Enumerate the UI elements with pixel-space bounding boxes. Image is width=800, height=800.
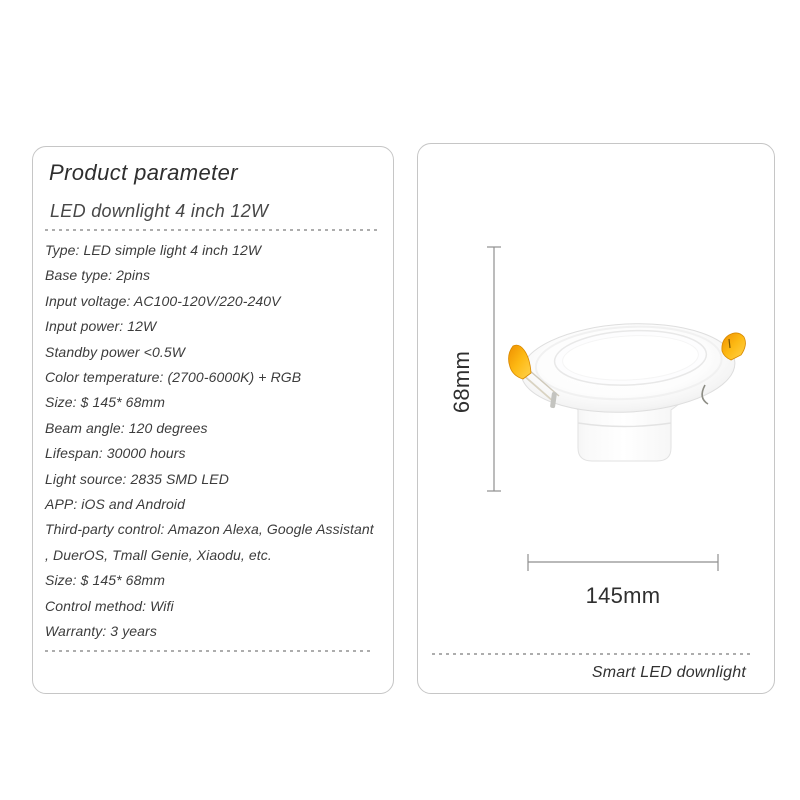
spec-line-beam-angle: Beam angle: 120 degrees [45, 419, 208, 436]
spec-line-type: Type: LED simple light 4 inch 12W [45, 242, 262, 258]
product-parameter-panel [32, 146, 394, 694]
width-dimension-line [528, 554, 718, 571]
spec-line-input-power: Input power: 12W [45, 318, 157, 335]
product-name: LED downlight 4 inch 12W [50, 201, 269, 221]
spec-line-size: Size: $ 145* 68mm [45, 394, 165, 411]
spec-line-color-temp: Color temperature: (2700-6000K) + RGB [45, 369, 302, 386]
product-caption: Smart LED downlight [591, 664, 746, 681]
right-mounting-clip-icon [722, 333, 746, 360]
dashed-divider [432, 653, 752, 655]
dashed-divider [45, 229, 379, 231]
spec-line-control-method: Control method: Wifi [45, 597, 174, 614]
spec-line-lifespan: Lifespan: 30000 hours [45, 445, 186, 462]
spec-line-base-type: Base type: 2pins [45, 267, 151, 284]
dashed-divider [45, 650, 373, 652]
spec-line-third-party-2: , DuerOS, Tmall Genie, Xiaodu, etc. [45, 546, 272, 563]
height-dimension-label: 68mm [449, 350, 474, 414]
spec-list [45, 238, 383, 645]
spec-line-app: APP: iOS and Android [45, 496, 186, 513]
spec-line-size-2: Size: $ 145* 68mm [45, 572, 165, 589]
left-mounting-clip-icon [509, 345, 531, 379]
spec-line-warranty: Warranty: 3 years [45, 623, 157, 640]
height-dimension-line [487, 247, 501, 491]
spec-line-third-party: Third-party control: Amazon Alexa, Google Assistant [45, 521, 374, 538]
spec-line-input-voltage: Input voltage: AC100-120V/220-240V [45, 292, 281, 309]
spec-line-light-source: Light source: 2835 SMD LED [45, 470, 229, 487]
width-dimension-label: 145mm [585, 583, 661, 608]
panel-title: Product parameter [49, 160, 238, 185]
spec-line-standby-power: Standby power <0.5W [45, 343, 186, 360]
product-image-panel [417, 143, 775, 694]
